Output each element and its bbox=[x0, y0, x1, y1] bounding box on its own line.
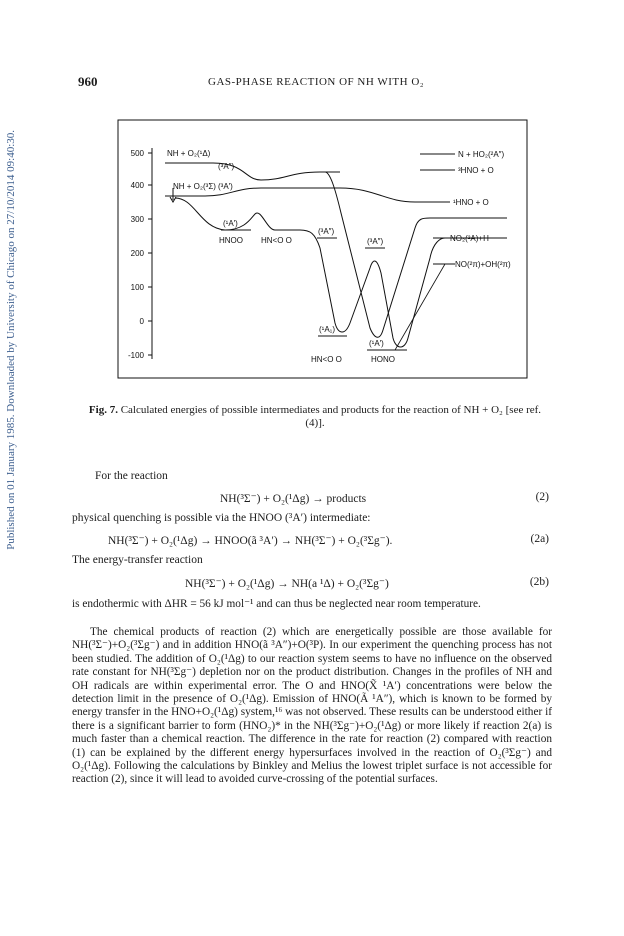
state-3A1-label: (³A′) bbox=[218, 182, 233, 191]
3A-double-prime-right-curve bbox=[320, 172, 507, 337]
reactant-singlet-label: NH + O₂(¹Δ) bbox=[167, 149, 211, 158]
equation-2: NH(³Σ⁻) + O₂(¹Δg) → products bbox=[220, 493, 367, 505]
sidebar-note: Published on 01 January 1985. Downloaded by University of Chicago on 27/10/2014 09:40:30. bbox=[5, 130, 17, 550]
state-1A-label: (¹A′) bbox=[223, 219, 238, 228]
y-tick-label: 500 bbox=[130, 149, 144, 158]
equation-2b-number: (2b) bbox=[529, 576, 549, 588]
page-number: 960 bbox=[78, 74, 98, 89]
hn-o-o-label: HN<O O bbox=[261, 236, 292, 245]
1hno-connector bbox=[340, 188, 415, 202]
product-1hno-label: ¹HNO + O bbox=[453, 198, 489, 207]
y-tick-label: 200 bbox=[130, 249, 144, 258]
no-oh-connector bbox=[395, 264, 445, 350]
equation-2-number: (2) bbox=[535, 491, 549, 503]
intro-line: For the reaction bbox=[95, 470, 168, 482]
dioxaziridine-label: HN<O O bbox=[311, 355, 342, 364]
paragraph-products: The chemical products of reaction (2) which are energetically possible are those available for NH(³Σ⁻)+O₂(³Σg⁻) and in addition HNO(ã ³A″)+O(³P). In our experiment the quenching process has not been studied. The addition of O₂(¹Δg) to our reaction system seems to have no influence on the observed rate constant for NH(³Σg⁻) depletion nor on the product distribution. Changes in the profiles of NH and OH radicals are within experimental error. The O and HNO(X̃ ¹A′) concentrations were below the detection limit in the presence of O₂(¹Δg). Emission of HNO(Ã ¹A″), which is known to be formed by energy transfer in the HNO+O₂(¹Δg) system,¹⁶ was not observed. These results can be understood either if there is a significant barrier to form (HNO₂)* in the NH(³Σg⁻)+O₂(¹Δg) or more likely if reaction 2(a) is much faster than a chemical reaction. The difference in the rate for reaction (2) compared with reaction (1) can be explained by the different energy hypersurfaces involved in the reaction of O₂(³Σg⁻) and O₂(¹Δg). Following the calculations by Binkley and Melius the lowest triplet surface is not accessible for reaction (2), since it will lead to avoided curve-crossing of the potential surfaces. bbox=[72, 626, 552, 786]
y-tick-label: 0 bbox=[139, 317, 144, 326]
product-no-oh-label: NO(²π)+OH(²π) bbox=[455, 260, 511, 269]
quenching-line: physical quenching is possible via the HNOO (³A′) intermediate: bbox=[72, 512, 371, 524]
state-3A-right-label: (³A″) bbox=[367, 237, 384, 246]
caption-text: Calculated energies of possible intermediates and products for the reaction of NH + O₂ [see ref. (4)]. bbox=[120, 404, 542, 429]
equation-2a: NH(³Σ⁻) + O₂(¹Δg) → HNOO(ã ³A′) → NH(³Σ⁻) + O₂(³Σg⁻). bbox=[108, 535, 393, 547]
energy-diagram-svg bbox=[115, 118, 530, 383]
transfer-line: The energy-transfer reaction bbox=[72, 554, 203, 566]
equation-2a-number: (2a) bbox=[530, 533, 549, 545]
y-ticks bbox=[148, 153, 152, 355]
product-3hno-label: ³HNO + O bbox=[458, 166, 494, 175]
figure-caption bbox=[80, 404, 550, 430]
caption-label: Fig. 7. bbox=[88, 404, 118, 416]
y-tick-label: -100 bbox=[127, 351, 144, 360]
state-1A1-label: (¹A₁) bbox=[319, 325, 336, 334]
paragraph-endothermic: is endothermic with ΔHR = 56 kJ mol⁻¹ and can thus be neglected near room temperature. bbox=[72, 598, 481, 610]
energy-diagram bbox=[115, 118, 530, 383]
publication-sidebar bbox=[5, 130, 19, 590]
hono-label: HONO bbox=[371, 355, 395, 364]
state-3A2-label: (³A″) bbox=[218, 162, 235, 171]
state-1A-low-label: (¹A′) bbox=[369, 339, 384, 348]
running-title: GAS-PHASE REACTION OF NH WITH O₂ bbox=[208, 76, 425, 88]
product-no2-label: NO₂(²A)+H bbox=[450, 234, 489, 243]
y-tick-label: 100 bbox=[130, 283, 144, 292]
product-n-ho2-label: N + HO₂(²A″) bbox=[458, 150, 505, 159]
y-tick-label: 400 bbox=[130, 181, 144, 190]
hnoo-label: HNOO bbox=[219, 236, 243, 245]
state-3A-mid-label: (³A″) bbox=[318, 227, 335, 236]
equation-2b: NH(³Σ⁻) + O₂(¹Δg) → NH(a ¹Δ) + O₂(³Σg⁻) bbox=[185, 578, 389, 590]
y-tick-label: 300 bbox=[130, 215, 144, 224]
reactant-triplet-label: NH + O₂(³Σ) bbox=[173, 182, 216, 191]
